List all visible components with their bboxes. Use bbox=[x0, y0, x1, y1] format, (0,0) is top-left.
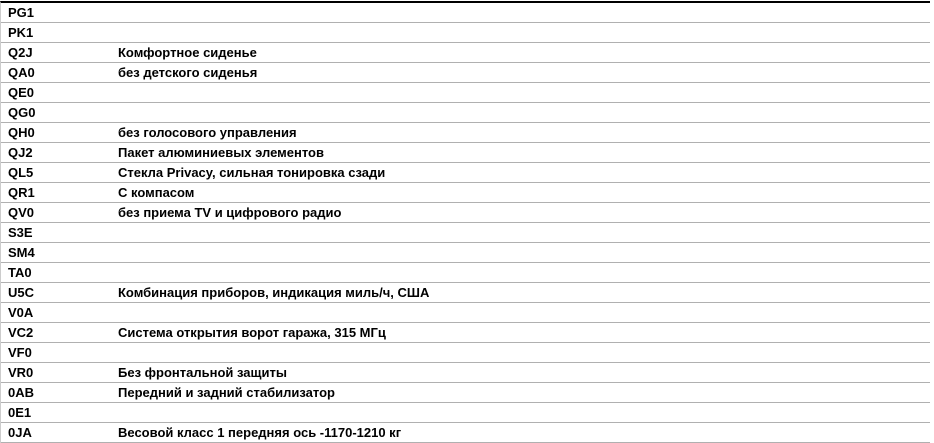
table-row bbox=[1, 343, 930, 363]
option-description-cell: Стекла Privacy, сильная тонировка сзади bbox=[118, 165, 386, 180]
option-code-cell: VC2 bbox=[8, 325, 34, 340]
table-row bbox=[1, 103, 930, 123]
table-row bbox=[1, 23, 930, 43]
table-row bbox=[1, 403, 930, 423]
option-description-cell: Передний и задний стабилизатор bbox=[118, 385, 335, 400]
option-code-cell: QE0 bbox=[8, 85, 35, 100]
option-code-cell: QA0 bbox=[8, 65, 35, 80]
table-row bbox=[1, 183, 930, 203]
table-row bbox=[1, 3, 930, 23]
table-row bbox=[1, 163, 930, 183]
table-row bbox=[1, 123, 930, 143]
option-code-cell: TA0 bbox=[8, 265, 32, 280]
option-description-cell: Весовой класс 1 передняя ось -1170-1210 кг bbox=[118, 425, 402, 440]
option-code-cell: 0AB bbox=[8, 385, 35, 400]
option-code-cell: 0E1 bbox=[8, 405, 32, 420]
option-description-cell: Без фронтальной защиты bbox=[118, 365, 287, 380]
table-row bbox=[1, 283, 930, 303]
table-row bbox=[1, 363, 930, 383]
table-row bbox=[1, 323, 930, 343]
table-row bbox=[1, 223, 930, 243]
option-code-cell: SM4 bbox=[8, 245, 35, 260]
option-description-cell: без голосового управления bbox=[118, 125, 297, 140]
option-codes-table bbox=[0, 1, 930, 443]
table-row bbox=[1, 383, 930, 403]
table-row bbox=[1, 63, 930, 83]
option-code-cell: PG1 bbox=[8, 5, 35, 20]
option-code-cell: PK1 bbox=[8, 25, 34, 40]
option-code-cell: V0A bbox=[8, 305, 34, 320]
option-code-cell: Q2J bbox=[8, 45, 33, 60]
table-row bbox=[1, 43, 930, 63]
option-description-cell: без детского сиденья bbox=[118, 65, 258, 80]
table-row bbox=[1, 263, 930, 283]
table-row bbox=[1, 83, 930, 103]
option-code-cell: QV0 bbox=[8, 205, 35, 220]
option-code-cell: U5C bbox=[8, 285, 35, 300]
option-description-cell: Пакет алюминиевых элементов bbox=[118, 145, 324, 160]
option-code-cell: QH0 bbox=[8, 125, 35, 140]
table-row bbox=[1, 423, 930, 443]
option-code-cell: 0JA bbox=[8, 425, 32, 440]
option-code-cell: QR1 bbox=[8, 185, 35, 200]
table-row bbox=[1, 143, 930, 163]
option-code-cell: VF0 bbox=[8, 345, 32, 360]
option-code-cell: QJ2 bbox=[8, 145, 33, 160]
option-code-cell: QL5 bbox=[8, 165, 34, 180]
option-code-cell: VR0 bbox=[8, 365, 34, 380]
option-description-cell: С компасом bbox=[118, 185, 195, 200]
option-description-cell: Комфортное сиденье bbox=[118, 45, 257, 60]
table-row bbox=[1, 243, 930, 263]
option-description-cell: без приема TV и цифрового радио bbox=[118, 205, 342, 220]
option-code-cell: S3E bbox=[8, 225, 33, 240]
table-row bbox=[1, 303, 930, 323]
option-description-cell: Система открытия ворот гаража, 315 МГц bbox=[118, 325, 386, 340]
option-description-cell: Комбинация приборов, индикация миль/ч, США bbox=[118, 285, 430, 300]
table-row bbox=[1, 203, 930, 223]
option-code-cell: QG0 bbox=[8, 105, 36, 120]
